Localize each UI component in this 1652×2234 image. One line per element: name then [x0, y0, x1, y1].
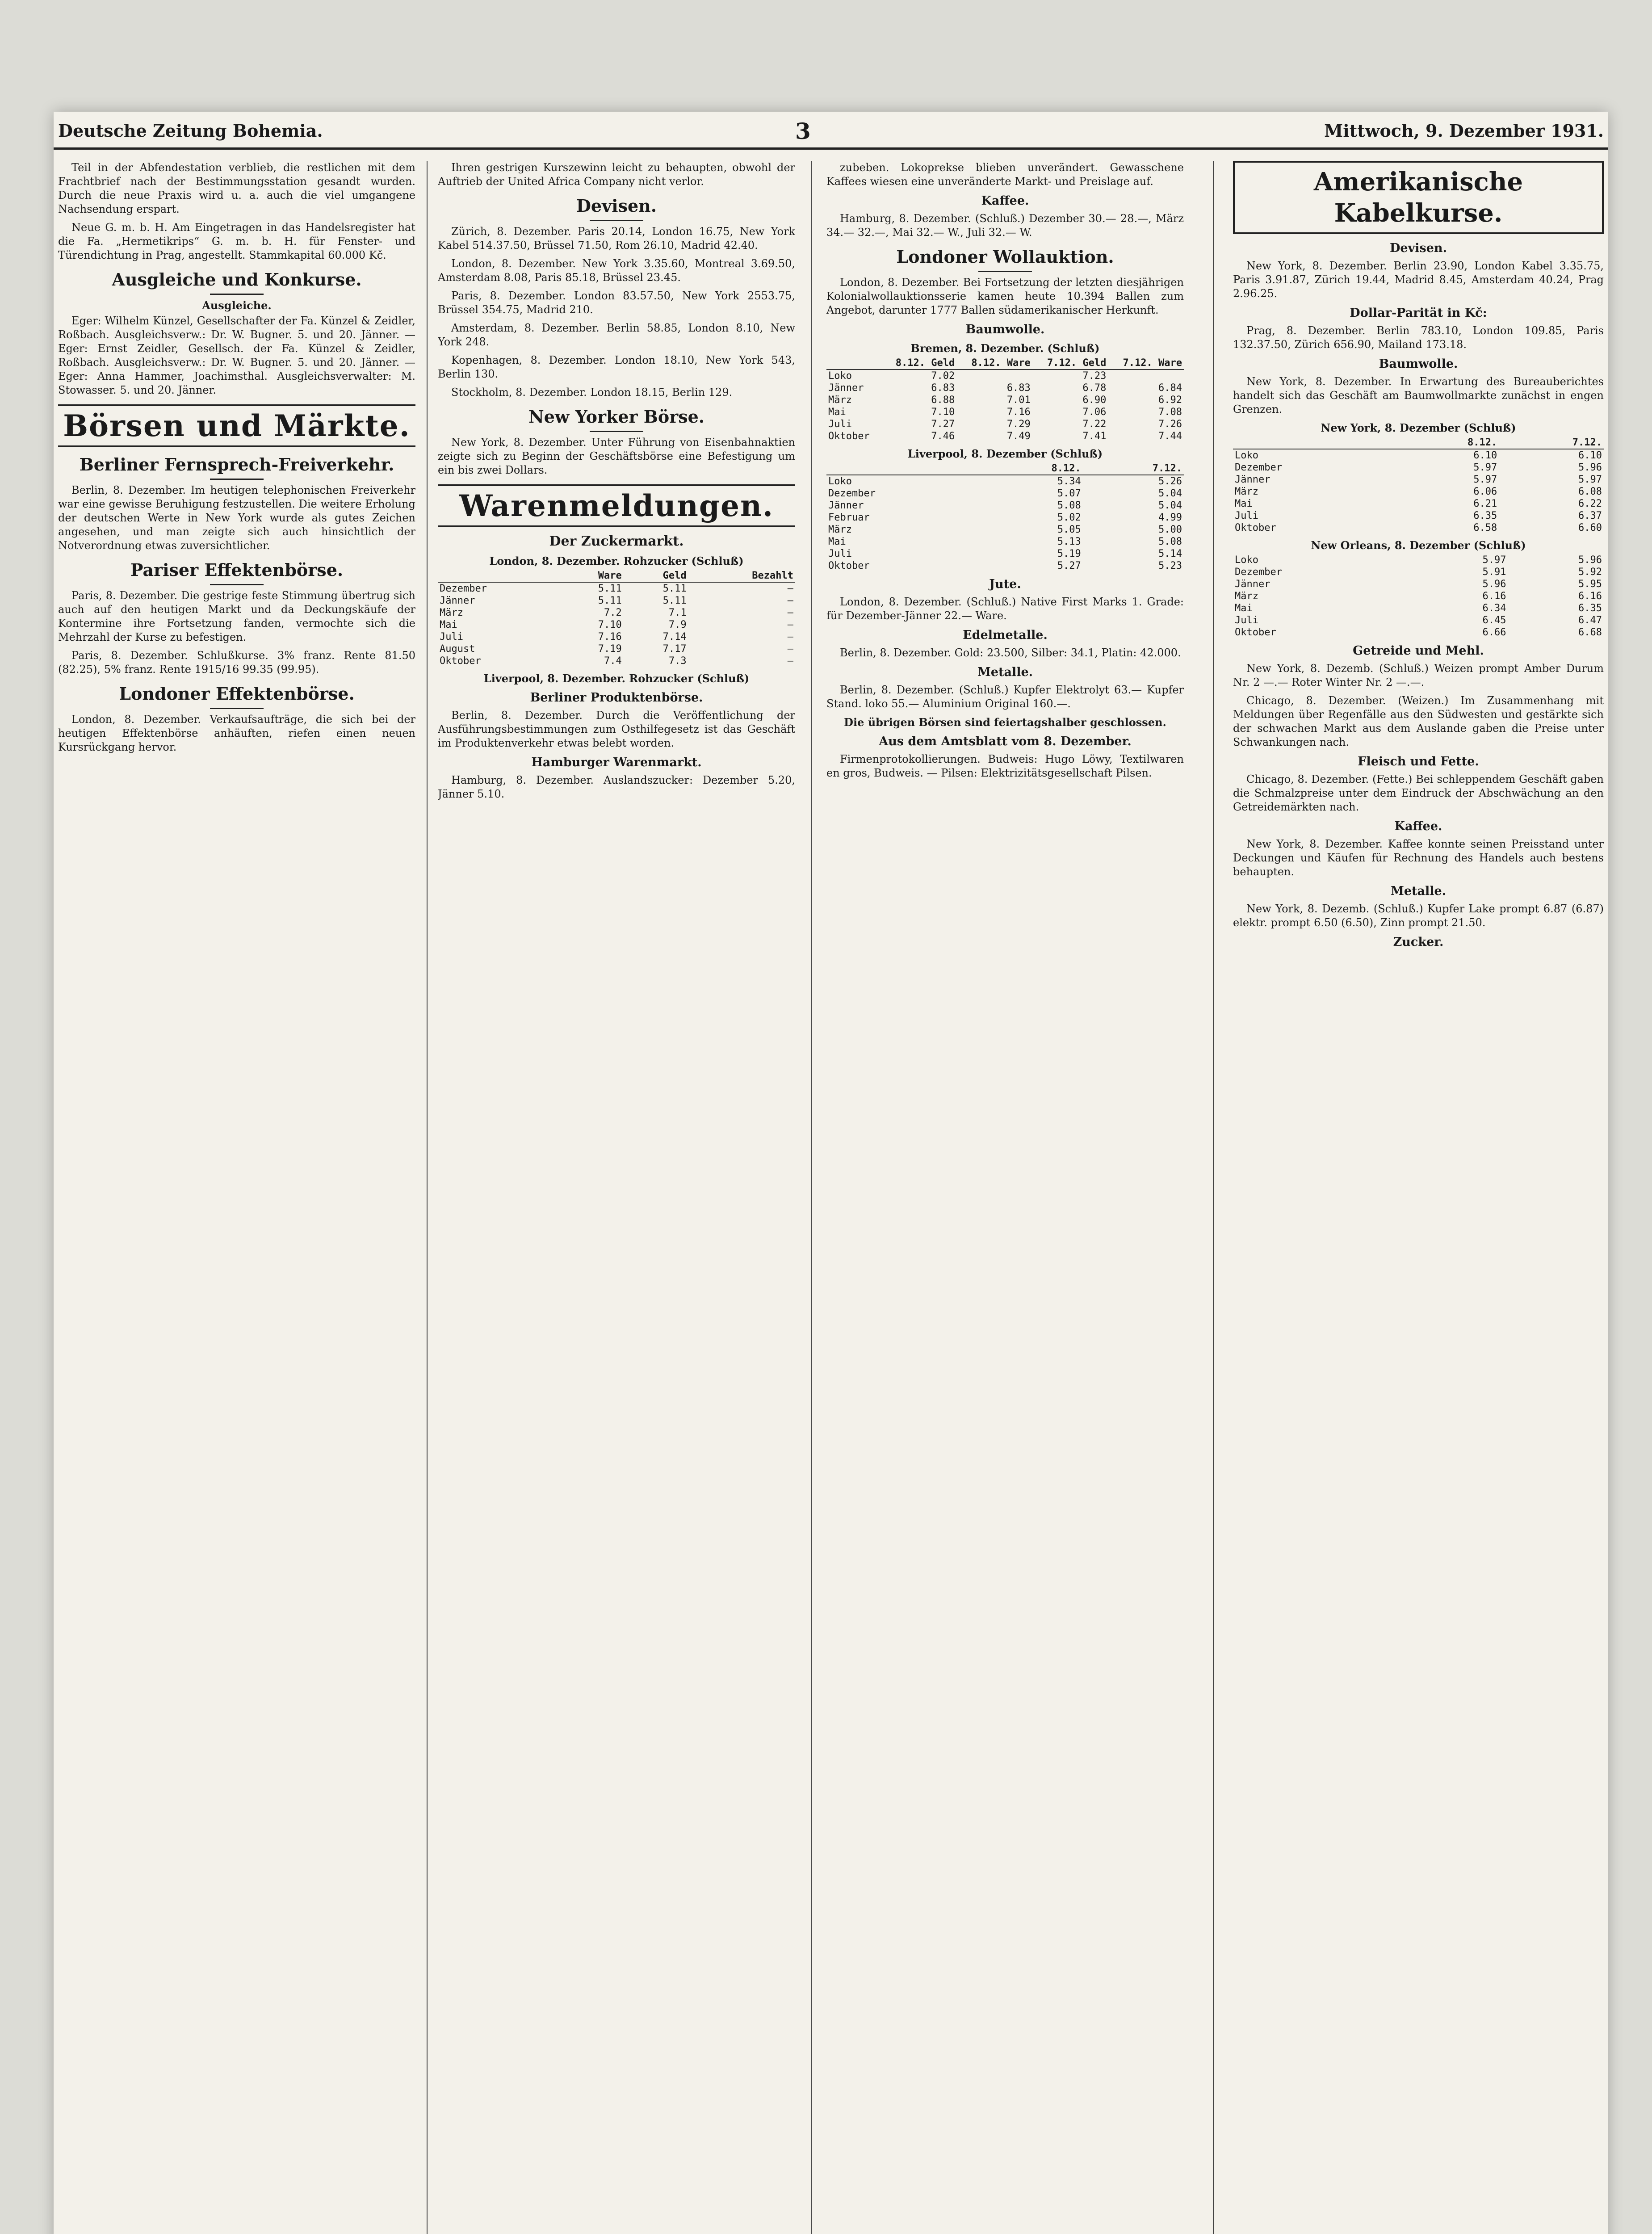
article-text: London, 8. Dezember. (Schluß.) Native First Marks 1. Grade: für Dezember-Jänner 22.— Ware. [826, 596, 1184, 622]
table-row [1233, 566, 1604, 578]
table-header-cell: 7.12. [1083, 462, 1184, 475]
table-cell: 6.90 [1082, 395, 1107, 406]
section-heading-boxed: Amerikanische Kabelkurse. [1233, 161, 1604, 234]
table-cell: 7.22 [1082, 419, 1107, 430]
article-text: Paris, 8. Dezember. Die gestrige feste Stimmung übertrug sich auch auf den heutigen Markt und da Deckungskäufe der Kontermine ihre Fortsetzung fanden, vermochte sich die Mehrzahl der Kurse zu befestigen. [58, 589, 415, 643]
cotton-liverpool-table [826, 462, 1184, 572]
table-cell: 7.26 [1158, 419, 1182, 430]
section-heading: Metalle. [1390, 884, 1447, 898]
cotton-newyork-table [1233, 437, 1604, 534]
table-cell: März [828, 524, 852, 535]
table-caption: Bremen, 8. Dezember. (Schluß) [910, 342, 1100, 355]
table-cell: 5.02 [1057, 512, 1081, 523]
section-heading: Berliner Produktenbörse. [530, 691, 703, 705]
column-divider [811, 161, 812, 2234]
table-header-cell: 8.12. Ware [956, 357, 1032, 370]
table-cell: 5.26 [1158, 476, 1182, 487]
table-cell: 5.08 [1158, 536, 1182, 547]
table-row [1233, 498, 1604, 510]
article-text: New York, 8. Dezember. In Erwartung des Bureauberichtes handelt sich das Geschäft am Baumwollmarkte zunächst in engen Grenzen. [1233, 375, 1604, 416]
table-header-cell: 8.12. Geld [881, 357, 957, 370]
table-header-cell: Ware [559, 570, 624, 582]
table-cell: 7.2 [604, 607, 622, 618]
table-row [1233, 522, 1604, 534]
table-cell: 5.97 [1578, 474, 1602, 485]
article-text: New York, 8. Dezemb. (Schluß.) Weizen prompt Amber Durum Nr. 2 —.— Roter Winter Nr. 2 —.—. [1233, 662, 1604, 689]
section-heading: Londoner Wollauktion. [826, 246, 1184, 272]
table-cell: 5.00 [1158, 524, 1182, 535]
table-row [826, 487, 1184, 500]
article-text: Berlin, 8. Dezember. Gold: 23.500, Silber: 34.1, Platin: 42.000. [840, 647, 1181, 659]
table-row [826, 430, 1184, 442]
table-header-cell [1233, 437, 1394, 449]
article-text: Berlin, 8. Dezember. (Schluß.) Kupfer Elektrolyt 63.— Kupfer Stand. loko 55.— Aluminium Original 160.—. [826, 684, 1184, 710]
table-row [1233, 474, 1604, 486]
table-cell: 5.92 [1578, 567, 1602, 578]
table-cell: 6.35 [1473, 510, 1497, 521]
table-cell: Mai [1235, 603, 1253, 614]
table-cell: 5.11 [598, 583, 622, 594]
table-row [438, 607, 795, 619]
table-cell: 6.84 [1158, 382, 1182, 394]
table-cell: Juli [440, 631, 463, 642]
article-text: London, 8. Dezember. Verkaufsaufträge, die sich bei der heutigen Effektenbörse anhäuften, riefen einen neuen Kursrückgang hervor. [58, 713, 415, 753]
table-cell: 7.17 [662, 643, 687, 655]
table-header-cell: Bezahlt [688, 570, 795, 582]
table-cell: — [787, 619, 793, 630]
table-caption: Liverpool, 8. Dezember (Schluß) [907, 447, 1103, 460]
article-text: zubeben. Lokoprekse blieben unverändert. Gewasschene Kaffees wiesen eine unveränderte Markt- und Preislage auf. [826, 161, 1184, 188]
table-cell [956, 370, 1032, 382]
table-cell: Jänner [1235, 579, 1270, 590]
table-cell: — [787, 595, 793, 606]
table-cell: 7.4 [604, 655, 622, 667]
table-header-cell: 7.12. Geld [1032, 357, 1108, 370]
table-cell: 6.10 [1473, 450, 1497, 461]
table-cell: 6.21 [1473, 498, 1497, 509]
table-cell: August [440, 643, 475, 655]
section-heading: Zucker. [1393, 935, 1444, 949]
quotes-text: Paris, 8. Dezember. Schlußkurse. 3% franz. Rente 81.50 (82.25), 5% franz. Rente 1915/16 99.35 (99.95). [58, 649, 415, 676]
table-cell: 5.19 [1057, 548, 1081, 559]
table-row [826, 406, 1184, 418]
table-cell: 6.78 [1082, 382, 1107, 394]
article-text: Chicago, 8. Dezember. (Fette.) Bei schleppendem Geschäft gaben die Schmalzpreise unter dem Eindruck der Abschwächung an den Getreidemärkten nach. [1233, 773, 1604, 813]
table-row [826, 475, 1184, 487]
section-heading: Dollar-Parität in Kč: [1350, 306, 1487, 320]
column-divider [427, 161, 428, 2234]
section-heading: Baumwolle. [965, 323, 1045, 336]
table-row [826, 548, 1184, 560]
table-cell: Dezember [1235, 567, 1282, 578]
table-header-cell: 7.12. [1499, 437, 1604, 449]
table-row [826, 382, 1184, 394]
table-header-cell: 8.12. [1394, 437, 1499, 449]
table-cell: 6.88 [931, 395, 955, 406]
table-cell: 5.11 [598, 595, 622, 606]
article-text: Chicago, 8. Dezember. (Weizen.) Im Zusammenhang mit Meldungen über Regenfälle aus den Südwesten und gestärkte sich der schwachen Markt aus dem Auslande gaben die Preise unter Schwankungen nach. [1233, 694, 1604, 748]
table-cell: März [440, 607, 463, 618]
table-cell: Mai [828, 536, 846, 547]
table-cell: 7.10 [931, 407, 955, 418]
table-cell: Oktober [828, 560, 870, 571]
column-divider [1213, 161, 1214, 2234]
table-row [826, 370, 1184, 382]
table-row [438, 643, 795, 655]
table-cell: 6.66 [1482, 627, 1506, 638]
table-header-cell: 8.12. [981, 462, 1082, 475]
table-cell: Loko [828, 370, 852, 382]
table-row [438, 582, 795, 595]
table-cell: 6.92 [1158, 395, 1182, 406]
table-cell: — [787, 583, 793, 594]
table-cell: 6.45 [1482, 615, 1506, 626]
page-number: 3 [795, 118, 811, 144]
article-text: Berlin, 8. Dezember. Durch die Veröffentlichung der Ausführungsbestimmungen zum Osthilfegesetz ist das Geschäft im Produktenverkehr etwas belebt worden. [438, 709, 795, 749]
table-cell: 7.9 [668, 619, 687, 630]
section-heading: Pariser Effektenbörse. [58, 559, 415, 585]
section-heading: Getreide und Mehl. [1353, 644, 1484, 658]
table-row [826, 524, 1184, 536]
table-cell: 5.07 [1057, 488, 1081, 499]
table-row [826, 418, 1184, 430]
table-cell: 7.23 [1082, 370, 1107, 382]
table-cell: Oktober [1235, 627, 1276, 638]
section-heading: Kaffee. [981, 194, 1029, 208]
table-cell: 5.11 [662, 583, 687, 594]
table-cell: 6.47 [1578, 615, 1602, 626]
table-header-cell [826, 462, 981, 475]
section-heading: Londoner Effektenbörse. [58, 683, 415, 709]
table-cell: 5.96 [1482, 579, 1506, 590]
newspaper-title: Deutsche Zeitung Bohemia. [58, 121, 323, 141]
table-cell: 7.01 [1006, 395, 1031, 406]
table-cell: 7.16 [598, 631, 622, 642]
table-row [1233, 626, 1604, 638]
table-row [1233, 486, 1604, 498]
quotes-text: Paris, 8. Dezember. London 83.57.50, New York 2553.75, Brüssel 354.75, Madrid 210. [438, 290, 795, 316]
column-4 [1233, 161, 1604, 2234]
table-cell: 6.16 [1578, 591, 1602, 602]
table-row [438, 595, 795, 607]
table-cell: 5.27 [1057, 560, 1081, 571]
article-text: New York, 8. Dezember. Kaffee konnte seinen Preisstand unter Deckungen und Käufen für Rechnung des Handels auch bestens behaupten. [1233, 838, 1604, 878]
table-row [1233, 590, 1604, 602]
section-heading: Metalle. [977, 665, 1033, 679]
table-cell: 6.34 [1482, 603, 1506, 614]
table-cell: — [787, 607, 793, 618]
article-text: New York, 8. Dezemb. (Schluß.) Kupfer Lake prompt 6.87 (6.87) elektr. prompt 6.50 (6.50), Zinn prompt 21.50. [1233, 903, 1604, 929]
table-cell: 7.16 [1006, 407, 1031, 418]
article-text: Hamburg, 8. Dezember. Auslandszucker: Dezember 5.20, Jänner 5.10. [438, 774, 795, 800]
table-caption: New York, 8. Dezember (Schluß) [1321, 421, 1516, 434]
sugar-table [438, 570, 795, 667]
table-row [826, 512, 1184, 524]
table-cell: 6.58 [1473, 522, 1497, 533]
table-cell: 7.44 [1158, 431, 1182, 442]
table-cell: 5.13 [1057, 536, 1081, 547]
quotes-text: Kopenhagen, 8. Dezember. London 18.10, New York 543, Berlin 130. [438, 354, 795, 380]
table-cell: Februar [828, 512, 870, 523]
table-cell: 6.37 [1578, 510, 1602, 521]
table-cell: 7.27 [931, 419, 955, 430]
article-text: Hamburg, 8. Dezember. (Schluß.) Dezember 30.— 28.—, März 34.— 32.—, Mai 32.— W., Juli 32.— W. [826, 212, 1184, 239]
article-text: Ihren gestrigen Kurszewinn leicht zu behaupten, obwohl der Auftrieb der United Africa Company nicht verlor. [438, 161, 795, 188]
table-cell: 4.99 [1158, 512, 1182, 523]
table-cell: Dezember [828, 488, 876, 499]
cotton-neworleans-table [1233, 554, 1604, 638]
quotes-text: London, 8. Dezember. New York 3.35.60, Montreal 3.69.50, Amsterdam 8.08, Paris 85.18, Brüssel 23.45. [438, 257, 795, 284]
table-cell: 7.02 [931, 370, 955, 382]
table-header-cell [826, 357, 881, 370]
table-cell: 6.16 [1482, 591, 1506, 602]
quotes-text: New York, 8. Dezember. Berlin 23.90, London Kabel 3.35.75, Paris 3.91.87, Zürich 19.44, Madrid 8.45, Amsterdam 40.24, Prag 2.96.25. [1233, 260, 1604, 300]
table-cell: 5.91 [1482, 567, 1506, 578]
section-heading: Baumwolle. [1379, 357, 1458, 371]
table-cell: März [828, 395, 852, 406]
section-heading: Jute. [989, 577, 1021, 591]
table-cell: Juli [1235, 510, 1258, 521]
table-cell: 6.22 [1578, 498, 1602, 509]
table-cell: 6.83 [1006, 382, 1031, 394]
table-cell: 7.3 [668, 655, 687, 667]
table-cell: Mai [828, 407, 846, 418]
table-cell: 7.41 [1082, 431, 1107, 442]
table-cell: Juli [828, 419, 852, 430]
table-row [438, 655, 795, 667]
table-cell: Dezember [440, 583, 487, 594]
table-cell: März [1235, 486, 1258, 497]
table-cell: Juli [828, 548, 852, 559]
table-row [1233, 510, 1604, 522]
table-cell: 6.08 [1578, 486, 1602, 497]
table-cell: Oktober [440, 655, 481, 667]
section-heading: Der Zuckermarkt. [549, 533, 684, 549]
table-cell: 5.97 [1473, 462, 1497, 473]
table-cell: 5.04 [1158, 500, 1182, 511]
table-cell: Loko [1235, 554, 1258, 566]
table-cell: 5.95 [1578, 579, 1602, 590]
table-cell: Loko [828, 476, 852, 487]
table-row [1233, 602, 1604, 614]
table-cell: 5.97 [1482, 554, 1506, 566]
table-cell: 7.29 [1006, 419, 1031, 430]
table-caption: London, 8. Dezember. Rohzucker (Schluß) [489, 554, 744, 567]
table-row [826, 560, 1184, 572]
section-heading: Ausgleiche und Konkurse. [58, 269, 415, 295]
table-cell: 7.08 [1158, 407, 1182, 418]
table-caption: New Orleans, 8. Dezember (Schluß) [1311, 539, 1526, 552]
table-cell: 5.96 [1578, 462, 1602, 473]
table-row [1233, 578, 1604, 590]
table-cell: Oktober [828, 431, 870, 442]
table-cell: 7.19 [598, 643, 622, 655]
section-heading: New Yorker Börse. [438, 406, 795, 432]
table-cell: — [787, 643, 793, 655]
table-cell: 7.06 [1082, 407, 1107, 418]
table-cell: Jänner [440, 595, 475, 606]
table-cell: Jänner [1235, 474, 1270, 485]
table-header-cell: 7.12. Ware [1108, 357, 1184, 370]
column-2 [438, 161, 795, 2234]
quotes-text: Stockholm, 8. Dezember. London 18.15, Berlin 129. [451, 386, 733, 399]
issue-date: Mittwoch, 9. Dezember 1931. [1324, 121, 1604, 141]
table-cell: 6.35 [1578, 603, 1602, 614]
table-row [826, 394, 1184, 406]
table-cell: 5.08 [1057, 500, 1081, 511]
table-row [1233, 449, 1604, 462]
table-cell: 6.06 [1473, 486, 1497, 497]
table-cell: 5.14 [1158, 548, 1182, 559]
table-cell: Jänner [828, 500, 864, 511]
table-row [438, 619, 795, 631]
table-cell: Dezember [1235, 462, 1282, 473]
table-row [438, 631, 795, 643]
table-cell: — [787, 631, 793, 642]
table-cell [1108, 370, 1184, 382]
table-cell: 5.97 [1473, 474, 1497, 485]
article-text: Firmenprotokollierungen. Budweis: Hugo Löwy, Textilwaren en gros, Budweis. — Pilsen: Elektrizitätsgesellschaft Pilsen. [826, 753, 1184, 779]
table-cell: 6.10 [1578, 450, 1602, 461]
column-1 [58, 161, 415, 2234]
table-cell: 5.96 [1578, 554, 1602, 566]
table-cell: 5.23 [1158, 560, 1182, 571]
table-cell: Mai [440, 619, 457, 630]
section-heading: Hamburger Warenmarkt. [531, 756, 702, 769]
section-heading: Berliner Fernsprech-Freiverkehr. [58, 454, 415, 480]
table-cell: Oktober [1235, 522, 1276, 533]
table-cell: 6.60 [1578, 522, 1602, 533]
quotes-text: Prag, 8. Dezember. Berlin 783.10, London 109.85, Paris 132.37.50, Zürich 656.90, Mailand 173.18. [1233, 324, 1604, 351]
table-header-cell: Geld [624, 570, 688, 582]
article-text: New York, 8. Dezember. Unter Führung von Eisenbahnaktien zeigte sich zu Beginn der Geschäftsbörse eine Befestigung um ein bis zwei Dollars. [438, 436, 795, 476]
table-row [826, 500, 1184, 512]
table-cell: Mai [1235, 498, 1253, 509]
table-cell: März [1235, 591, 1258, 602]
table-cell: Loko [1235, 450, 1258, 461]
table-row [1233, 554, 1604, 566]
section-heading-large: Börsen und Märkte. [58, 404, 415, 447]
table-cell: 6.68 [1578, 627, 1602, 638]
subheading: Ausgleiche. [202, 299, 272, 312]
masthead [54, 112, 1608, 150]
cotton-bremen-table [826, 357, 1184, 442]
article-text: Teil in der Abfendestation verblieb, die restlichen mit dem Frachtbrief nach der Bestimmungsstation gesandt wurden. Durch die neue Praxis wird u. a. auch die viel umgangene Nachsendung erspart. [58, 161, 415, 215]
article-text: London, 8. Dezember. Bei Fortsetzung der letzten diesjährigen Kolonialwollauktionsserie kamen heute 10.394 Ballen zum Angebot, darunter 1777 Ballen südamerikanischer Herkunft. [826, 276, 1184, 316]
table-cell: 7.1 [668, 607, 687, 618]
table-cell: 7.10 [598, 619, 622, 630]
section-heading: Kaffee. [1394, 819, 1442, 833]
table-cell: 5.34 [1057, 476, 1081, 487]
table-caption: Liverpool, 8. Dezember. Rohzucker (Schluß) [483, 672, 750, 685]
section-heading: Edelmetalle. [963, 628, 1048, 642]
article-text: Berlin, 8. Dezember. Im heutigen telephonischen Freiverkehr war eine gewisse Beruhigung festzustellen. Die weitere Erholung der deutschen Werte in New York wurde als gutes Zeichen angesehen, und man zeigte sich auch hinsichtlich der Notverordnung etwas zuversichtlicher. [58, 484, 415, 552]
notice: Die übrigen Börsen sind feiertagshalber geschlossen. [844, 716, 1166, 729]
section-heading: Aus dem Amtsblatt vom 8. Dezember. [879, 735, 1132, 748]
article-text: Neue G. m. b. H. Am Eingetragen in das Handelsregister hat die Fa. „Hermetikrips“ G. m. b. H. für Fenster- und Türendichtung in Prag, angestellt. Stammkapital 60.000 Kč. [58, 221, 415, 261]
quotes-text: Zürich, 8. Dezember. Paris 20.14, London 16.75, New York Kabel 514.37.50, Brüssel 71.50, Rom 26.10, Madrid 42.40. [438, 225, 795, 252]
table-row [826, 536, 1184, 548]
table-cell: 7.49 [1006, 431, 1031, 442]
table-cell: — [787, 655, 793, 667]
article-text: Eger: Wilhelm Künzel, Gesellschafter der Fa. Künzel & Zeidler, Roßbach. Ausgleichsverw.: Dr. W. Bugner. 5. und 20. Jänner. — Eger: Ernst Zeidler, Gesellsch. der Fa. Künzel & Zeidler, Roßbach. Ausgleichsverw.: Dr. W. Bugner. 5. und 20. Jänner. — Eger: Anna Hammer, Joachimsthal. Ausgleichsverwalter: M. Stowasser. 5. und 20. Jänner. [58, 315, 415, 396]
table-row [1233, 614, 1604, 626]
section-heading: Fleisch und Fette. [1358, 755, 1479, 768]
section-heading-large: Warenmeldungen. [438, 484, 795, 527]
table-cell: 7.14 [662, 631, 687, 642]
table-header-cell [438, 570, 559, 582]
section-heading: Devisen. [1390, 241, 1447, 255]
table-cell: 5.05 [1057, 524, 1081, 535]
table-cell: 5.04 [1158, 488, 1182, 499]
table-cell: 7.46 [931, 431, 955, 442]
table-cell: Jänner [828, 382, 864, 394]
quotes-text: Amsterdam, 8. Dezember. Berlin 58.85, London 8.10, New York 248. [438, 322, 795, 348]
newspaper-page [54, 112, 1608, 2234]
table-cell: 6.83 [931, 382, 955, 394]
table-row [1233, 462, 1604, 474]
column-3 [826, 161, 1184, 2234]
table-cell: Juli [1235, 615, 1258, 626]
table-cell: 5.11 [662, 595, 687, 606]
section-heading: Devisen. [438, 195, 795, 221]
